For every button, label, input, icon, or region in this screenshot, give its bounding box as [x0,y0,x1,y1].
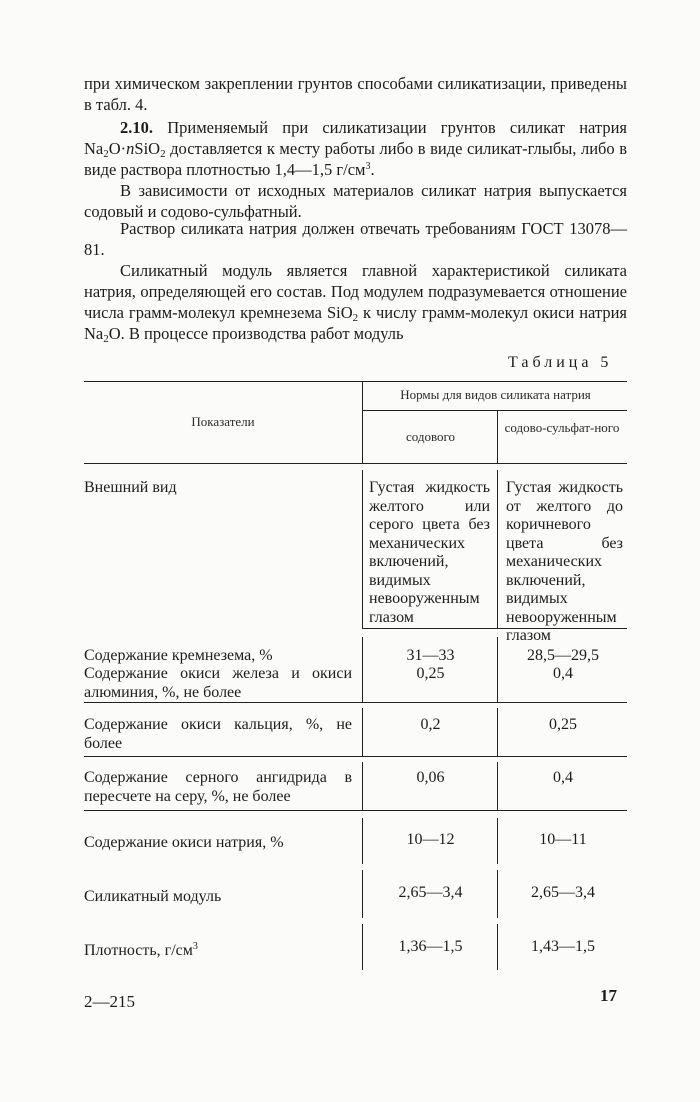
row-rule [84,702,627,703]
row-sulfur-label: Содержание серного ангидрида в пересчете на серу, %, не более [84,769,352,805]
formula: Na [84,139,104,158]
row-divider [497,818,498,864]
row-density-soda: 1,36—1,5 [398,938,463,955]
row-divider [362,818,363,864]
row-divider [497,762,498,810]
text-span: . [370,160,375,179]
header-col-divider-1 [362,381,363,463]
subscript: 2 [352,312,359,324]
table-label: Таблица 5 [508,354,613,371]
subscript: 2 [160,148,166,160]
row-appearance-soda: Густая жидкость желтого или серого цвета без механических включений, видимых невооруженным глазом [369,479,490,626]
subscript: 2 [103,333,109,345]
row-divider [362,708,363,756]
header-indicators: Показатели [191,414,255,429]
header-norms: Нормы для видов силиката натрия [400,387,591,402]
paragraph-continuation: при химическом закреплении грунтов способами силикатизации, приведены в табл. 4. [84,74,627,114]
row-divider [362,637,363,702]
row-density-soda-sulfate: 1,43—1,5 [531,938,595,955]
row-silica-soda-sulfate: 28,5—29,5 [527,647,599,664]
formula: O [108,324,121,343]
header-group-rule [362,410,627,411]
row-sodium-oxide-label: Содержание окиси натрия, % [84,834,284,851]
row-sodium-oxide-soda-sulfate: 10—11 [539,831,587,848]
formula: SiO [326,303,353,322]
header-soda-sulfate: содово-сульфат-ного [504,420,620,435]
row-iron-aluminium-label: Содержание окиси железа и окиси алюминия, %, не более [84,665,352,701]
paragraph-modulus [84,260,627,344]
superscript: 3 [192,941,198,952]
text-span: Силикатный модуль является главной характеристикой силиката натрия, определяющей его состав. Под модулем подразумевается отношение числа грамм-молекул кремнезема [84,261,627,322]
row-appearance-soda-sulfate: Густая жидкость от желтого до коричневого цвета без механических включений, видимых невооруженным глазом [506,479,623,644]
signature-mark: 2—215 [84,992,135,1011]
superscript: 3 [365,161,371,172]
row-divider [362,870,363,918]
row-appearance-label: Внешний вид [84,479,177,496]
row-divider [497,637,498,702]
row-sulfur-soda: 0,06 [416,769,445,786]
header-soda: содового [405,429,456,444]
section-number: 2.10. [120,118,153,137]
density-label-text: Плотность, г/см [84,942,193,959]
row-divider [497,708,498,756]
row-calcium-soda-sulfate: 0,25 [549,716,577,733]
table-top-rule [84,381,627,382]
header-col-divider-2 [497,410,498,463]
row-rule [84,756,627,757]
row-sodium-oxide-soda: 10—12 [406,831,455,848]
formula: SiO [134,139,161,158]
row-divider [497,470,498,628]
paragraph-gost: Раствор силиката натрия должен отвечать требованиям ГОСТ 13078—81. [84,219,627,259]
row-iron-soda: 0,25 [416,665,445,682]
row-density-label [84,942,352,961]
formula: Na [84,324,104,343]
row-calcium-soda: 0,2 [420,716,441,733]
page-number: 17 [600,986,617,1005]
subscript: 2 [103,148,109,160]
row-modulus-label: Силикатный модуль [84,888,222,905]
row-modulus-soda-sulfate: 2,65—3,4 [531,884,595,901]
row-sulfur-soda-sulfate: 0,4 [553,769,573,786]
row-divider [497,924,498,970]
row-silica-soda: 31—33 [406,647,455,664]
row-divider [362,924,363,970]
paragraph-types: В зависимости от исходных материалов силикат натрия выпускается содовый и содово-сульфатный. [84,181,627,221]
row-divider [362,470,363,628]
row-calcium-label: Содержание окиси кальция, %, не более [84,716,352,752]
text-span: к числу грамм-молекул окиси натрия [358,303,627,322]
text-span: доставляется к месту работы либо в виде силикат-глыбы, либо в виде раствора плотностью 1,4—1,5 г/см [84,139,627,179]
row-rule [84,810,627,811]
header-bottom-rule [84,463,627,464]
row-rule [362,628,627,629]
formula: O· [108,139,127,158]
row-iron-soda-sulfate: 0,4 [553,665,573,682]
text-span: . В процессе производства работ модуль [120,324,404,343]
row-silica-label: Содержание кремнезема, % [84,647,273,664]
row-divider [362,762,363,810]
row-divider [497,870,498,918]
row-modulus-soda: 2,65—3,4 [398,884,463,901]
formula-italic: n [126,139,135,158]
paragraph-2-10 [84,117,627,180]
text-span: Применяемый при силикатизации грунтов силикат натрия [167,118,628,137]
